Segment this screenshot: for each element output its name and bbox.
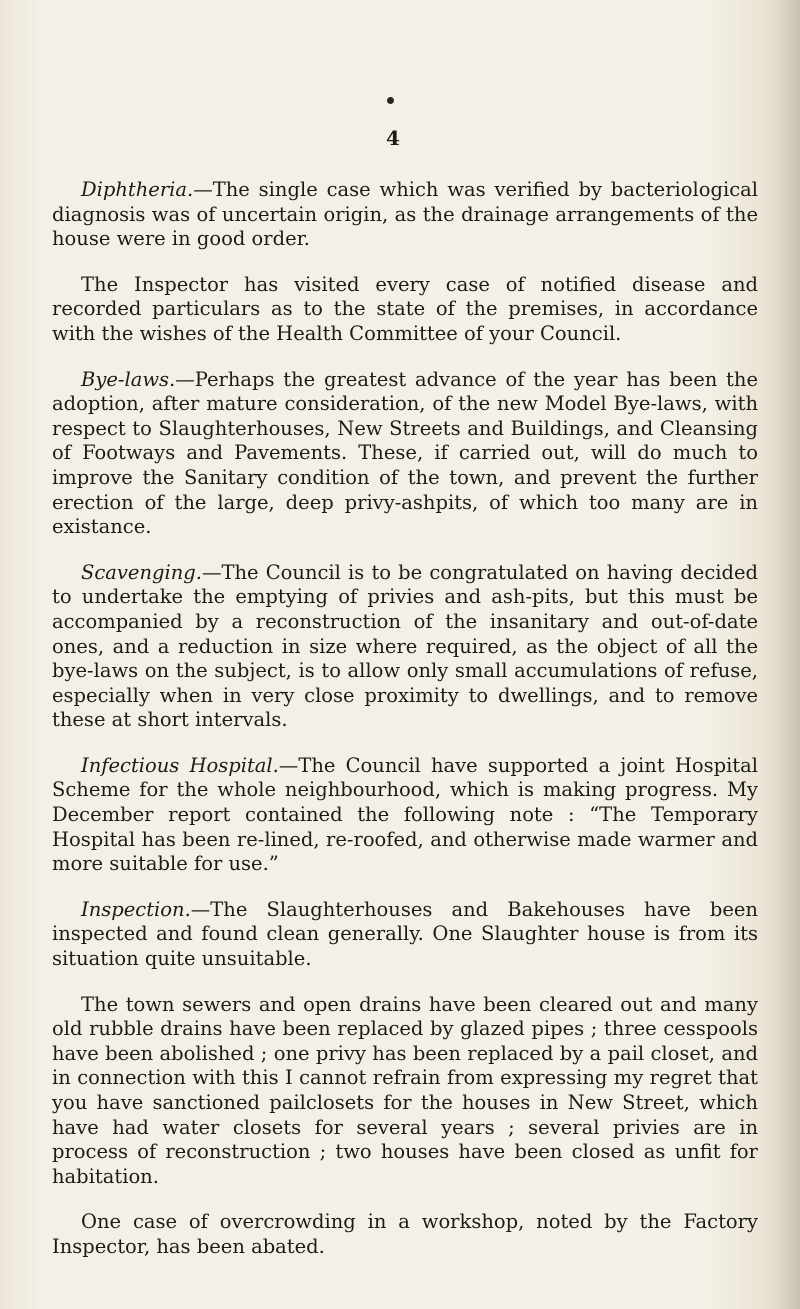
report-body <box>52 178 758 1281</box>
paragraph-text: —The Council have supported a joint Hospital Scheme for the whole neighbourhood, which is making progress. My December report contained the following note : “The Temporary Hospital has been re-lined, re-roofed, and otherwise made warmer and more suitable for use.” <box>52 753 759 876</box>
page-number: 4 <box>386 126 400 150</box>
paragraph-heading: Scavenging. <box>81 560 202 584</box>
paragraph-inspector-visits <box>52 273 758 347</box>
paragraph-sewers-drains <box>52 993 758 1190</box>
paragraph-heading: Inspection. <box>81 897 191 921</box>
paragraph-text: —Perhaps the greatest advance of the year has been the adoption, after mature consideration, of the new Model Bye-laws, with respect to Slaughterhouses, New Streets and Buildings, and Cleansing of Footways and Pavements. These, if carried out, will do much to improve the Sanitary condition of the town, and prevent the further erection of the large, deep privy-ashpits, of which too many are in existance. <box>52 367 758 539</box>
paragraph-heading: Bye-laws. <box>81 367 176 391</box>
page-edge-shadow <box>776 0 800 1309</box>
paragraph-text: —The Slaughterhouses and Bakehouses have been inspected and found clean generally. One Slaughter house is from its situation quite unsuitable. <box>52 897 758 971</box>
paragraph-text: The town sewers and open drains have been cleared out and many old rubble drains have been replaced by glazed pipes ; three cesspools have been abolished ; one privy has been replaced by a pail closet, and in connection with this I cannot refrain from expressing my regret that you have sanctioned pailclosets for the houses in New Street, which have had water closets for several years ; several privies are in process of reconstruction ; two houses have been closed as unfit for habitation. <box>52 992 758 1188</box>
ink-dot-mark <box>387 97 394 104</box>
paragraph-text: One case of overcrowding in a workshop, noted by the Factory Inspector, has been abated. <box>52 1210 758 1258</box>
paragraph-diphtheria <box>52 178 758 252</box>
paragraph-bye-laws <box>52 368 758 540</box>
paragraph-text: The Inspector has visited every case of notified disease and recorded particulars as to the state of the premises, in accordance with the wishes of the Health Committee of your Council. <box>52 272 758 345</box>
paragraph-overcrowding <box>52 1210 758 1259</box>
paragraph-heading: Infectious Hospital. <box>81 753 279 777</box>
paragraph-heading: Diphtheria. <box>81 178 194 201</box>
paragraph-inspection <box>52 898 758 972</box>
paragraph-text: —The single case which was verified by bacteriological diagnosis was of uncertain origin, as the drainage arrangements of the house were in good order. <box>52 178 758 251</box>
paragraph-scavenging <box>52 561 758 733</box>
paragraph-infectious-hospital <box>52 754 758 877</box>
paragraph-text: —The Council is to be congratulated on having decided to undertake the emptying of privies and ash-pits, but this must be accompanied by a reconstruction of the insanitary and out-of-date ones, and a reduction in size where required, as the object of all the bye-laws on the subject, is to allow only small accumulations of refuse, especially when in very close proximity to dwellings, and to remove these at short intervals. <box>52 560 758 732</box>
